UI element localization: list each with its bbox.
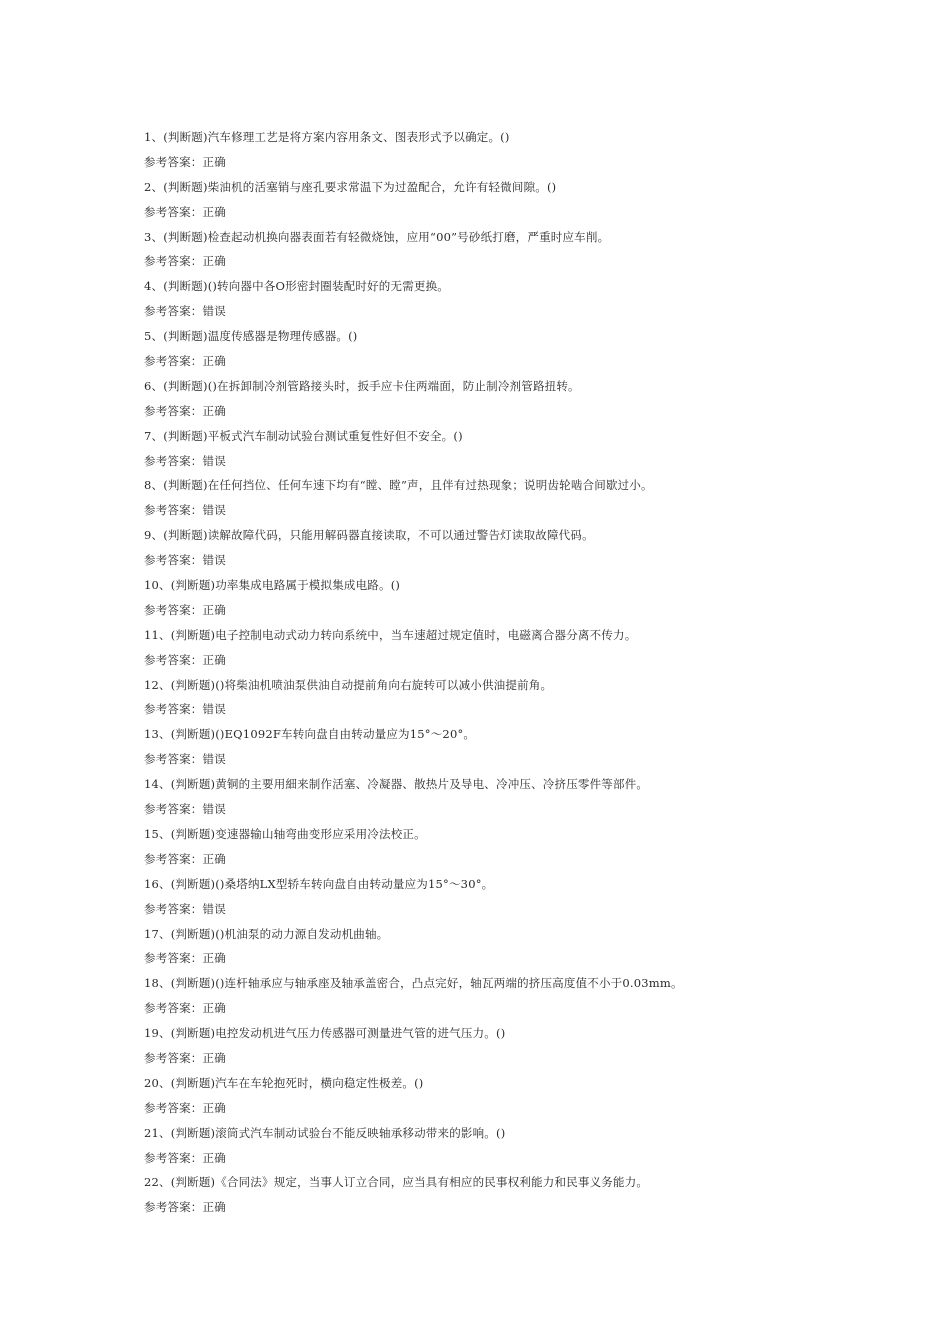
answer-prefix: 参考答案： bbox=[144, 1150, 203, 1165]
question-text: 10、(判断题)功率集成电路属于模拟集成电路。() bbox=[144, 578, 401, 593]
question-answer-list bbox=[144, 127, 864, 1222]
answer-prefix: 参考答案： bbox=[144, 602, 203, 617]
answer-prefix: 参考答案： bbox=[144, 1100, 203, 1115]
question-text: 2、(判断题)柴油机的活塞销与座孔要求常温下为过盈配合，允许有轻微间隙。() bbox=[144, 179, 557, 194]
answer-prefix: 参考答案： bbox=[144, 403, 203, 418]
question-text: 19、(判断题)电控发动机进气压力传感器可测量进气管的进气压力。() bbox=[144, 1026, 506, 1041]
answer-prefix: 参考答案： bbox=[144, 204, 203, 219]
answer-value: 错误 bbox=[202, 752, 226, 767]
answer-prefix: 参考答案： bbox=[144, 901, 203, 916]
answer-value: 错误 bbox=[202, 304, 226, 319]
answer-line bbox=[144, 998, 864, 1023]
answer-prefix: 参考答案： bbox=[144, 652, 203, 667]
answer-prefix: 参考答案： bbox=[144, 503, 203, 518]
answer-prefix: 参考答案： bbox=[144, 1200, 203, 1215]
answer-value: 正确 bbox=[202, 254, 226, 269]
answer-prefix: 参考答案： bbox=[144, 553, 203, 568]
answer-prefix: 参考答案： bbox=[144, 154, 203, 169]
answer-line bbox=[144, 401, 864, 426]
answer-prefix: 参考答案： bbox=[144, 752, 203, 767]
question-text: 11、(判断题)电子控制电动式动力转向系统中，当车速超过规定值时，电磁离合器分离不传力。 bbox=[144, 627, 637, 642]
answer-value: 错误 bbox=[202, 453, 226, 468]
question-text: 17、(判断题)()机油泵的动力源自发动机曲轴。 bbox=[144, 926, 389, 941]
question-text: 6、(判断题)()在拆卸制冷剂管路接头时，扳手应卡住两端面，防止制冷剂管路扭转。 bbox=[144, 378, 580, 393]
question-text: 22、(判断题)《合同法》规定，当事人订立合同，应当具有相应的民事权利能力和民事义务能力。 bbox=[144, 1175, 649, 1190]
answer-line bbox=[144, 899, 864, 924]
answer-line bbox=[144, 1197, 864, 1222]
question-text: 7、(判断题)平板式汽车制动试验台测试重复性好但不安全。() bbox=[144, 428, 463, 443]
answer-line bbox=[144, 948, 864, 973]
answer-value: 正确 bbox=[202, 602, 226, 617]
answer-value: 正确 bbox=[202, 652, 226, 667]
answer-line bbox=[144, 251, 864, 276]
answer-line bbox=[144, 550, 864, 575]
answer-line bbox=[144, 849, 864, 874]
answer-prefix: 参考答案： bbox=[144, 254, 203, 269]
answer-line bbox=[144, 152, 864, 177]
answer-line bbox=[144, 699, 864, 724]
answer-prefix: 参考答案： bbox=[144, 304, 203, 319]
question-text: 18、(判断题)()连杆轴承应与轴承座及轴承盖密合，凸点完好，轴瓦两端的挤压高度值不小于0.03mm。 bbox=[144, 976, 683, 991]
question-text: 8、(判断题)在任何挡位、任何车速下均有“瞠、瞠”声，且伴有过热现象；说明齿轮啮合间歇过小。 bbox=[144, 478, 653, 493]
answer-line bbox=[144, 650, 864, 675]
answer-line bbox=[144, 301, 864, 326]
answer-prefix: 参考答案： bbox=[144, 802, 203, 817]
answer-value: 正确 bbox=[202, 851, 226, 866]
answer-line bbox=[144, 351, 864, 376]
answer-line bbox=[144, 451, 864, 476]
answer-value: 正确 bbox=[202, 1050, 226, 1065]
question-text: 21、(判断题)滚筒式汽车制动试验台不能反映轴承移动带来的影响。() bbox=[144, 1125, 506, 1140]
answer-prefix: 参考答案： bbox=[144, 851, 203, 866]
answer-value: 错误 bbox=[202, 901, 226, 916]
question-text: 5、(判断题)温度传感器是物理传感器。() bbox=[144, 329, 358, 344]
answer-prefix: 参考答案： bbox=[144, 1001, 203, 1016]
answer-line bbox=[144, 600, 864, 625]
question-text: 9、(判断题)读解故障代码，只能用解码器直接读取，不可以通过警告灯读取故障代码。 bbox=[144, 528, 594, 543]
answer-value: 正确 bbox=[202, 1150, 226, 1165]
answer-prefix: 参考答案： bbox=[144, 951, 203, 966]
question-text: 14、(判断题)黄铜的主要用細来制作活塞、冷凝器、散热片及导电、冷冲压、冷挤压零件等部件。 bbox=[144, 777, 649, 792]
question-text: 12、(判断题)()将柴油机喷油泵供油自动提前角向右旋转可以减小供油提前角。 bbox=[144, 677, 553, 692]
answer-value: 正确 bbox=[202, 354, 226, 369]
question-text: 1、(判断题)汽车修理工艺是将方案内容用条文、图表形式予以确定。() bbox=[144, 130, 510, 144]
question-text: 13、(判断题)()EQ1092F车转向盘自由转动量应为15°～20°。 bbox=[144, 727, 476, 742]
answer-line bbox=[144, 1048, 864, 1073]
answer-value: 错误 bbox=[202, 503, 226, 518]
answer-line bbox=[144, 202, 864, 227]
question-text: 15、(判断题)变速器输山轴弯曲变形应采用冷法校正。 bbox=[144, 826, 426, 841]
answer-value: 正确 bbox=[202, 951, 226, 966]
answer-prefix: 参考答案： bbox=[144, 354, 203, 369]
answer-value: 正确 bbox=[202, 1200, 226, 1215]
answer-value: 正确 bbox=[202, 204, 226, 219]
answer-line bbox=[144, 1098, 864, 1123]
answer-value: 错误 bbox=[202, 702, 226, 717]
answer-line bbox=[144, 1148, 864, 1173]
question-text: 3、(判断题)检查起动机换向器表面若有轻微烧蚀，应用“00”号砂纸打磨，严重时应车削。 bbox=[144, 229, 610, 244]
question-text: 16、(判断题)()桑塔纳LX型轿车转向盘自由转动量应为15°～30°。 bbox=[144, 876, 494, 891]
answer-line bbox=[144, 749, 864, 774]
answer-prefix: 参考答案： bbox=[144, 453, 203, 468]
question-text: 20、(判断题)汽车在车轮抱死时，横向稳定性极差。() bbox=[144, 1075, 424, 1090]
question-text: 4、(判断题)()转向器中各O形密封圈装配时好的无需更换。 bbox=[144, 279, 449, 294]
answer-value: 正确 bbox=[202, 1100, 226, 1115]
answer-value: 正确 bbox=[202, 403, 226, 418]
answer-value: 正确 bbox=[202, 154, 226, 169]
answer-prefix: 参考答案： bbox=[144, 702, 203, 717]
answer-value: 正确 bbox=[202, 1001, 226, 1016]
answer-value: 错误 bbox=[202, 802, 226, 817]
answer-prefix: 参考答案： bbox=[144, 1050, 203, 1065]
answer-value: 错误 bbox=[202, 553, 226, 568]
answer-line bbox=[144, 799, 864, 824]
answer-line bbox=[144, 500, 864, 525]
